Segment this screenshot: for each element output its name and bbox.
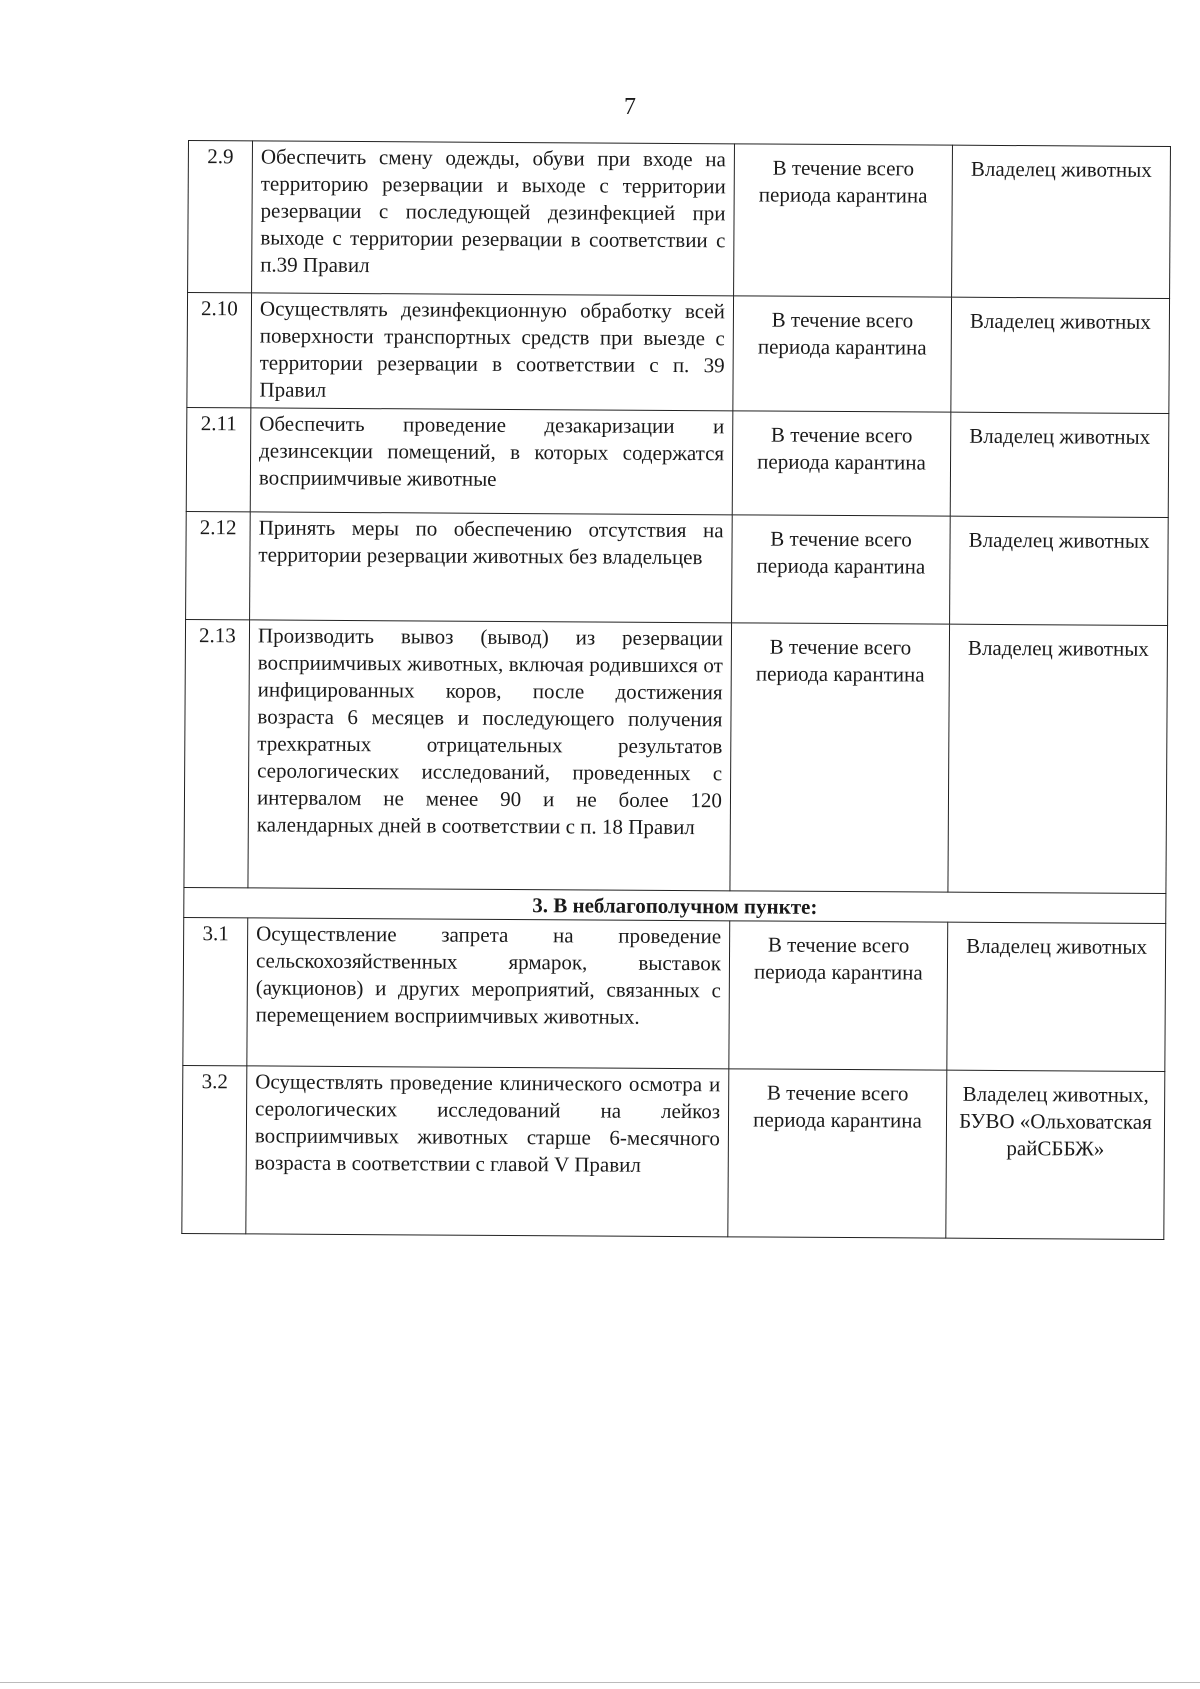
row-term: В течение всего периода карантина [729,921,948,1070]
row-action: Осуществлять проведение клинического осмотра и серологических исследований на лейкоз восприимчивых животных старше 6-месячного возраста в соответствии с главой V Правил [246,1066,729,1237]
row-number: 2.12 [186,511,251,619]
row-number: 2.9 [188,141,253,293]
row-term: В течение всего периода карантина [734,144,953,297]
row-term: В течение всего периода карантина [733,296,952,412]
row-responsible: Владелец животных [948,624,1168,893]
table-row [184,619,1168,893]
row-action: Принять меры по обеспечению отсутствия на территории резервации животных без владельцев [250,512,733,623]
row-responsible: Владелец животных [952,145,1171,298]
table-row [187,293,1170,414]
row-responsible: Владелец животных [947,922,1166,1071]
scan-edge-line [0,1682,1200,1683]
row-action: Производить вывоз (вывод) из резервации восприимчивых животных, включая родившихся от инфицированных коров, после достижения возраста 6 месяцев и последующего получения трехкратных отрицательных результатов серологических исследований, проведенных с интервалом не менее 90 и не более 120 календарных дней в соответствии с п. 18 Правил [248,620,732,891]
row-action: Обеспечить проведение дезакаризации и дезинсекции помещений, в которых содержатся восприимчивые животные [250,408,733,515]
page-number: 7 [624,94,636,120]
row-number: 2.10 [187,293,252,408]
table-row [188,141,1171,299]
row-responsible: Владелец животных [951,297,1170,413]
row-term: В течение всего периода карантина [728,1069,947,1238]
row-action: Осуществление запрета на проведение сельскохозяйственных ярмарок, выставок (аукционов) и других мероприятий, связанных с перемещением восприимчивых животных. [247,918,730,1069]
table-row [183,917,1166,1071]
table-row [186,407,1169,517]
section-title: 3. В неблагополучном пункте: [184,887,1166,923]
row-number: 2.13 [184,619,250,887]
row-term: В течение всего периода карантина [732,515,951,624]
row-number: 3.2 [182,1065,247,1233]
row-number: 3.1 [183,917,248,1065]
measures-table [181,140,1171,1240]
row-responsible: Владелец животных [950,412,1169,517]
table-row [182,1065,1165,1239]
row-term: В течение всего периода карантина [732,411,951,516]
row-number: 2.11 [186,407,251,511]
row-action: Обеспечить смену одежды, обуви при входе на территорию резервации и выходе с территории резервации с последующей дезинфекцией при выходе с территории резервации в соответствии с п.39 Правил [252,141,735,296]
row-responsible: Владелец животных, БУВО «Ольховатская райСББЖ» [946,1070,1165,1239]
row-term: В течение всего периода карантина [730,623,950,892]
row-action: Осуществлять дезинфекционную обработку всей поверхности транспортных средств при выезде с территории резервации в соответствии с п. 39 Правил [251,293,734,411]
row-responsible: Владелец животных [950,516,1169,625]
table-row [186,511,1169,625]
